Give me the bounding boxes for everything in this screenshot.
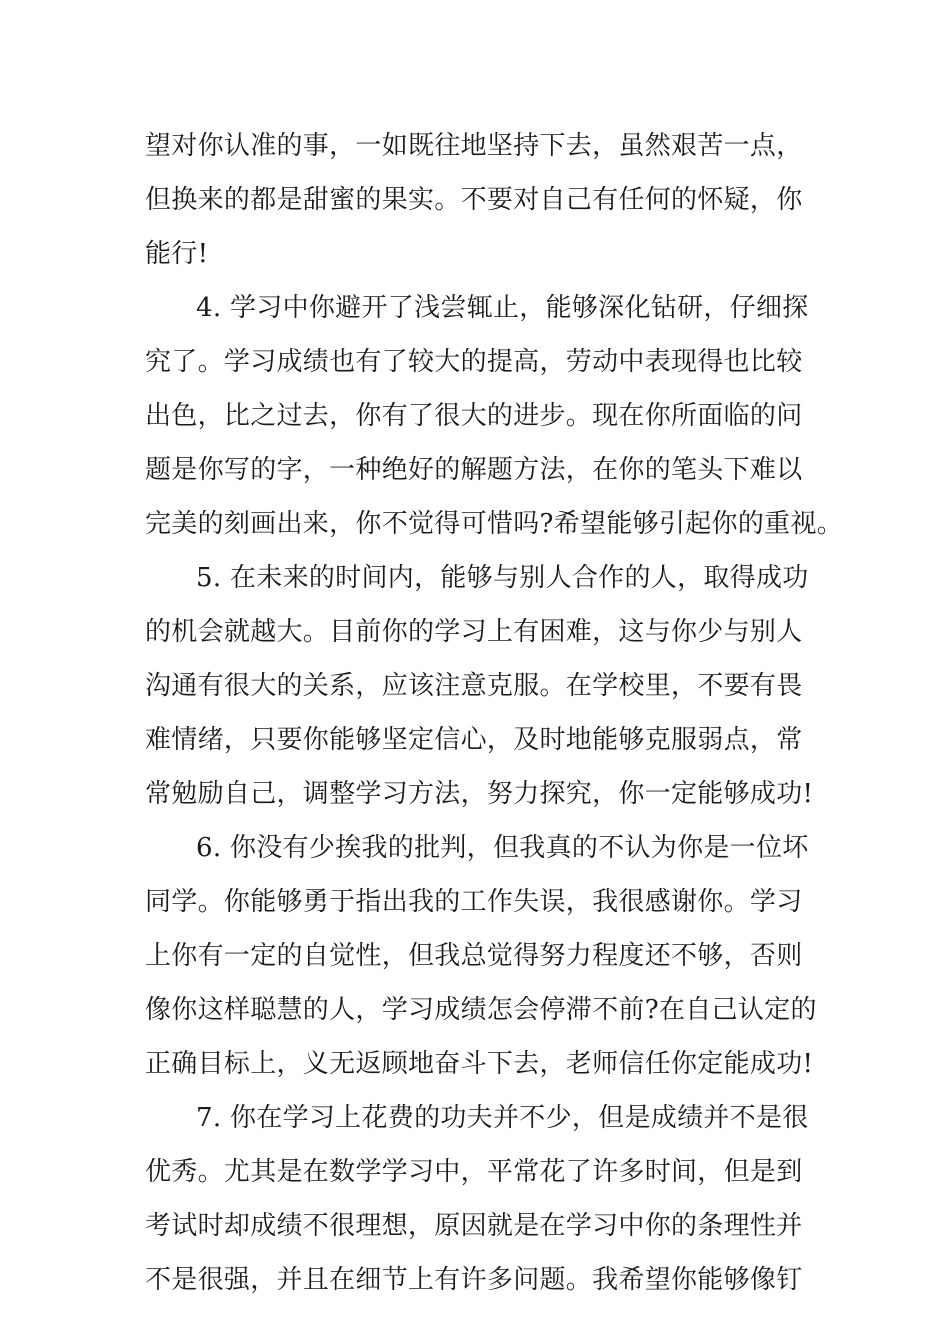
list-item-4-first-line: 4. 学习中你避开了浅尝辄止，能够深化钻研，仔细探 — [196, 293, 809, 323]
text-line: 同学。你能够勇于指出我的工作失误，我很感谢你。学习 — [145, 887, 803, 917]
text-line: 不是很强，并且在细节上有许多问题。我希望你能够像钉 — [145, 1265, 803, 1295]
text-line: 能行! — [145, 239, 209, 269]
text-line: 但换来的都是甜蜜的果实。不要对自己有任何的怀疑，你 — [145, 185, 803, 215]
text-line: 正确目标上，义无返顾地奋斗下去，老师信任你定能成功! — [145, 1049, 814, 1079]
text-line: 沟通有很大的关系，应该注意克服。在学校里，不要有畏 — [145, 671, 803, 701]
list-item-6-first-line: 6. 你没有少挨我的批判，但我真的不认为你是一位坏 — [196, 833, 809, 863]
text-line: 的机会就越大。目前你的学习上有困难，这与你少与别人 — [145, 617, 803, 647]
list-item-5-first-line: 5. 在未来的时间内，能够与别人合作的人，取得成功 — [196, 563, 809, 593]
text-line: 望对你认准的事，一如既往地坚持下去，虽然艰苦一点， — [145, 131, 803, 161]
text-line: 究了。学习成绩也有了较大的提高，劳动中表现得也比较 — [145, 347, 803, 377]
text-line: 出色，比之过去，你有了很大的进步。现在你所面临的问 — [145, 401, 803, 431]
text-line: 像你这样聪慧的人，学习成绩怎会停滞不前?在自己认定的 — [145, 995, 817, 1025]
text-line: 上你有一定的自觉性，但我总觉得努力程度还不够，否则 — [145, 941, 803, 971]
text-line: 常勉励自己，调整学习方法，努力探究，你一定能够成功! — [145, 779, 814, 809]
list-item-7-first-line: 7. 你在学习上花费的功夫并不少，但是成绩并不是很 — [196, 1103, 809, 1133]
text-line: 优秀。尤其是在数学学习中，平常花了许多时间，但是到 — [145, 1157, 803, 1187]
text-line: 题是你写的字，一种绝好的解题方法，在你的笔头下难以 — [145, 455, 803, 485]
text-line: 完美的刻画出来，你不觉得可惜吗?希望能够引起你的重视。 — [145, 509, 844, 539]
text-line: 考试时却成绩不很理想，原因就是在学习中你的条理性并 — [145, 1211, 803, 1241]
text-line: 难情绪，只要你能够坚定信心，及时地能够克服弱点，常 — [145, 725, 803, 755]
